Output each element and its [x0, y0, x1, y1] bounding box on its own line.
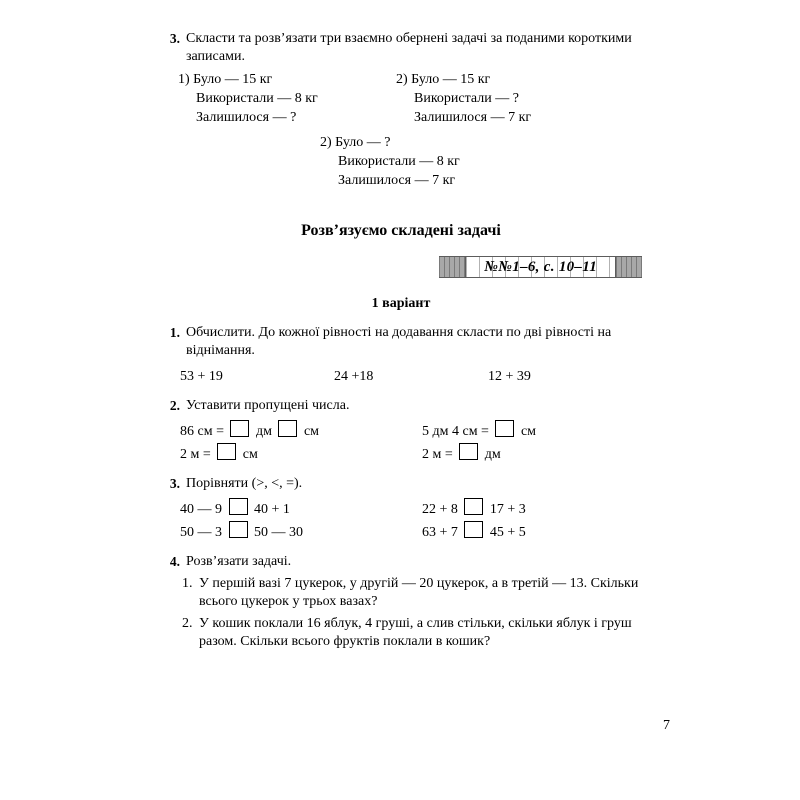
- exercise-3-item-4: [422, 521, 526, 544]
- exercise-3-item-2-right: 17 + 3: [489, 502, 526, 517]
- exercise-3-row-2: [180, 521, 642, 544]
- exercise-2-item-1-mid: дм: [255, 424, 272, 439]
- exercise-4-heading: [160, 553, 642, 571]
- record-3-line-1: Було — ?: [335, 135, 391, 150]
- task-3-number: 3.: [169, 31, 180, 46]
- exercise-2-item-3-right: см: [242, 447, 258, 462]
- exercise-3-item-3-left: 50 — 3: [180, 525, 222, 540]
- record-2-line-2: Використали — ?: [414, 91, 519, 106]
- answer-box[interactable]: [278, 420, 297, 437]
- record-3-line-2: Використали — 8 кг: [338, 154, 460, 169]
- exercise-3-item-3-right: 50 — 30: [254, 525, 303, 540]
- list-item: [182, 575, 642, 611]
- exercise-1-heading: [160, 324, 642, 360]
- exercise-2-row-1: [180, 420, 642, 443]
- exercise-2-text: Уставити пропущені числа.: [186, 398, 350, 413]
- exercise-3-item-4-right: 45 + 5: [489, 525, 526, 540]
- exercise-1-items: [160, 365, 642, 388]
- exercise-2-item-2-left: 5 дм 4 см =: [422, 424, 489, 439]
- exercise-1-item-3: 12 + 39: [488, 369, 531, 384]
- answer-box[interactable]: [495, 420, 514, 437]
- exercise-2-item-1: [180, 420, 422, 443]
- exercise-2-items: [160, 420, 642, 466]
- record-1-line-3: Залишилося — ?: [196, 110, 297, 125]
- list-item: [182, 615, 642, 651]
- exercise-1: [160, 324, 642, 388]
- reference-ribbon: [160, 256, 642, 278]
- exercise-4: [160, 553, 642, 651]
- record-3-line-3: Залишилося — 7 кг: [338, 173, 456, 188]
- record-2-line-3: Залишилося — 7 кг: [414, 110, 532, 125]
- variant-title: 1 варіант: [371, 296, 431, 311]
- exercise-2-heading: [160, 397, 642, 415]
- ribbon-right-end: [616, 256, 642, 278]
- section-title: Розв’язуємо складені задачі: [301, 222, 501, 239]
- exercise-2-row-2: [180, 443, 642, 466]
- compare-box[interactable]: [464, 498, 483, 515]
- exercise-2-item-4-left: 2 м =: [422, 447, 453, 462]
- exercise-3-item-4-left: 63 + 7: [422, 525, 458, 540]
- exercise-1-text: Обчислити. До кожної рівності на додавання скласти по дві рівності на віднімання.: [186, 325, 612, 358]
- record-1-line-1: Було — 15 кг: [193, 72, 273, 87]
- record-1-label: 1): [178, 72, 190, 87]
- exercise-3-heading: [160, 475, 642, 493]
- task-3-row-1: [160, 70, 642, 127]
- answer-box[interactable]: [230, 420, 249, 437]
- exercise-3-number: 3.: [169, 476, 180, 491]
- problem-1-text: У першій вазі 7 цукерок, у другій — 20 цукерок, а в третій — 13. Скільки всього цукерок у трьох вазах?: [199, 576, 639, 609]
- ribbon-label: №№1–6, с. 10–11: [484, 258, 597, 275]
- exercise-1-item-2: 24 +18: [334, 369, 374, 384]
- compare-box[interactable]: [229, 521, 248, 538]
- compare-box[interactable]: [464, 521, 483, 538]
- exercise-3-item-1-left: 40 — 9: [180, 502, 222, 517]
- exercise-1-row: [180, 365, 642, 388]
- task-3-heading: [160, 30, 642, 66]
- exercise-2-item-3-left: 2 м =: [180, 447, 211, 462]
- ribbon-left-end: [439, 256, 465, 278]
- ribbon-inner: [439, 256, 642, 278]
- problem-1-number: 1.: [182, 576, 193, 591]
- exercise-2-item-3: [180, 443, 422, 466]
- record-2: [396, 70, 636, 127]
- ribbon-label-box: [465, 256, 616, 278]
- exercise-2: [160, 397, 642, 466]
- task-3-records: [160, 70, 642, 190]
- page-content: [160, 30, 642, 660]
- exercise-3-item-1-right: 40 + 1: [254, 502, 290, 517]
- record-2-label: 2): [396, 72, 408, 87]
- exercise-4-text: Розв’язати задачі.: [186, 554, 292, 569]
- exercise-2-item-1-right: см: [303, 424, 320, 439]
- record-1-line-2: Використали — 8 кг: [196, 91, 318, 106]
- exercise-2-item-4-right: дм: [484, 447, 501, 462]
- exercise-3-row-1: [180, 498, 642, 521]
- answer-box[interactable]: [217, 443, 236, 460]
- exercise-2-item-2-right: см: [520, 424, 537, 439]
- answer-box[interactable]: [459, 443, 478, 460]
- problem-2-number: 2.: [182, 616, 193, 631]
- exercise-4-number: 4.: [169, 554, 180, 569]
- exercise-1-item-1: 53 + 19: [180, 369, 223, 384]
- exercise-3-item-2: [422, 498, 526, 521]
- record-3-label: 2): [320, 135, 332, 150]
- compare-box[interactable]: [229, 498, 248, 515]
- exercise-3: [160, 475, 642, 544]
- exercise-2-item-4: [422, 443, 501, 466]
- exercise-4-problems: [160, 575, 642, 651]
- record-3: [160, 133, 642, 190]
- record-1: [160, 70, 396, 127]
- exercise-3-item-2-left: 22 + 8: [422, 502, 458, 517]
- problem-2-text: У кошик поклали 16 яблук, 4 груші, а слив стільки, скільки яблук і груш разом. Скільки всього фруктів поклали в кошик?: [199, 616, 632, 649]
- exercise-3-item-3: [180, 521, 422, 544]
- page-number: 7: [663, 718, 670, 733]
- exercise-2-item-1-left: 86 см =: [180, 424, 224, 439]
- task-3-text: Скласти та розв’язати три взаємно обернені задачі за поданими короткими записами.: [186, 31, 632, 64]
- exercise-3-item-1: [180, 498, 422, 521]
- exercise-3-text: Порівняти (>, <, =).: [186, 476, 303, 491]
- exercise-3-items: [160, 498, 642, 544]
- exercise-1-number: 1.: [169, 325, 180, 340]
- exercise-2-item-2: [422, 420, 536, 443]
- record-2-line-1: Було — 15 кг: [411, 72, 491, 87]
- exercise-2-number: 2.: [169, 398, 180, 413]
